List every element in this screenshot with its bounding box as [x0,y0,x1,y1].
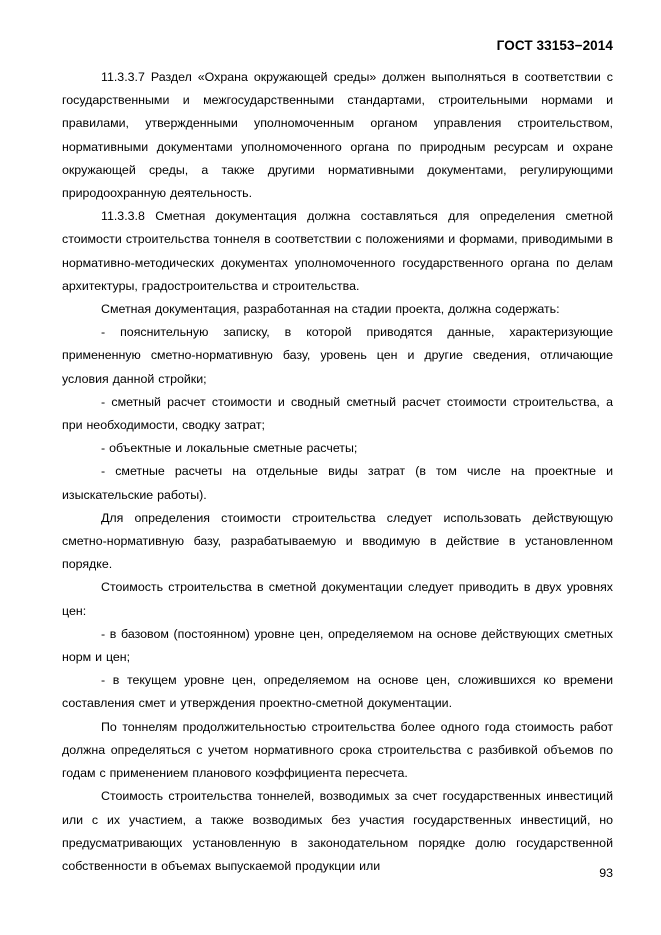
paragraph-state-investment: Стоимость строительства тоннелей, возводимых за счет государственных инвестиций или с их участием, а также возводимых без участия государственных инвестиций, но предусматривающих установленную в законодательном порядке долю государственной собственности в объемах выпускаемой продукции или [62,789,613,873]
list-item-current-price-level: - в текущем уровне цен, определяемом на основе цен, сложившихся ко времени составления смет и утверждения проектно-сметной документации. [62,673,613,711]
document-code-header: ГОСТ 33153−2014 [496,38,613,53]
list-item-object-local-estimates: - объектные и локальные сметные расчеты; [101,441,358,456]
list-item-base-price-level: - в базовом (постоянном) уровне цен, определяемом на основе действующих сметных норм и цен; [62,626,613,665]
paragraph-price-levels-intro: Стоимость строительства в сметной документации следует приводить в двух уровнях цен: [62,580,613,618]
page-number: 93 [599,866,613,880]
paragraph-long-term-tunnels: По тоннелям продолжительностью строительства более одного года стоимость работ должна определяться с учетом нормативного срока строительства с разбивкой объемов по годам с применением планового коэффициента пересчета. [62,719,613,781]
paragraph-estimate-base: Для определения стоимости строительства следует использовать действующую сметно-нормативную базу, разрабатываемую и вводимую в действие в установленном порядке. [62,510,613,572]
paragraph-estimate-contents-intro: Сметная документация, разработанная на стадии проекта, должна содержать: [101,302,560,317]
list-item-explanatory-note: - пояснительную записку, в которой приводятся данные, характеризующие примененную сметно-нормативную базу, уровень цен и другие сведения, отличающие условия данной стройки; [62,325,613,386]
document-body [62,66,613,878]
paragraph-11-3-3-7: 11.3.3.7 Раздел «Охрана окружающей среды» должен выполняться в соответствии с государственными и межгосударственными стандартами, строительными нормами и правилами, утвержденными уполномоченным органом управления строительством, нормативными документами уполномоченного органа по природным ресурсам и охране окружающей среды, а также другими нормативными документами, регулирующими природоохранную деятельность. [62,70,613,201]
list-item-summary-estimate: - сметный расчет стоимости и сводный сметный расчет стоимости строительства, а при необходимости, сводку затрат; [62,394,613,433]
list-item-separate-cost-estimates: - сметные расчеты на отдельные виды затрат (в том числе на проектные и изыскательские работы). [62,464,613,502]
paragraph-11-3-3-8: 11.3.3.8 Сметная документация должна составляться для определения сметной стоимости строительства тоннеля в соответствии с положениями и формами, приводимыми в нормативно-методических документах уполномоченного государственного органа по делам архитектуры, градостроительства и строительства. [62,209,613,293]
